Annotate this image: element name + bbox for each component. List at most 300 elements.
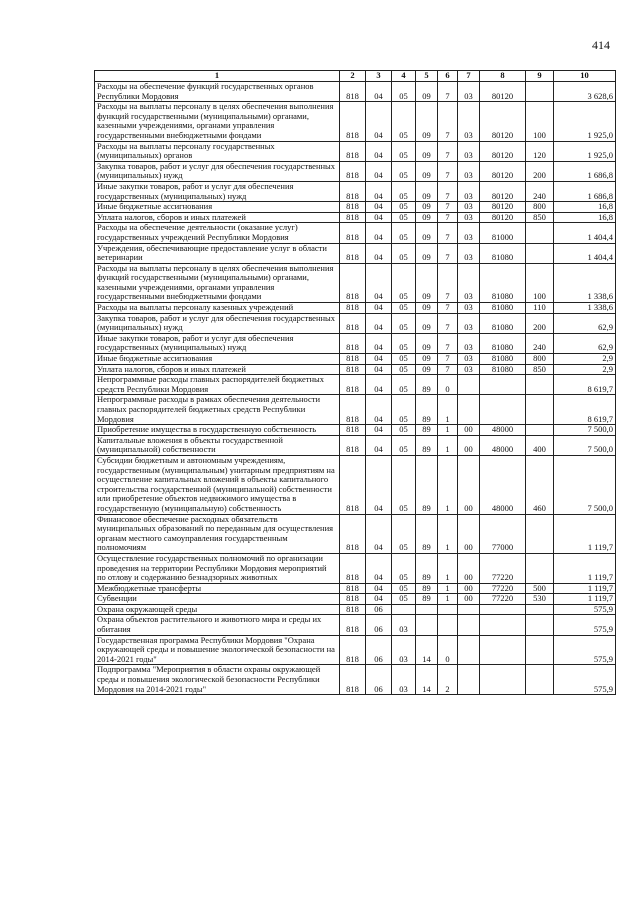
amount-cell: 3 628,6 — [554, 82, 616, 102]
code-cell: 89 — [416, 375, 438, 395]
row-name: Иные закупки товаров, работ и услуг для обеспечения государственных (муниципальных) нужд — [95, 181, 340, 201]
code-cell: 04 — [366, 243, 392, 263]
code-cell: 7 — [438, 333, 458, 353]
code-cell: 77000 — [480, 514, 526, 553]
amount-cell: 1 119,7 — [554, 514, 616, 553]
code-cell: 89 — [416, 435, 438, 455]
code-cell: 04 — [366, 161, 392, 181]
table-row — [95, 202, 616, 213]
code-cell: 03 — [458, 82, 480, 102]
code-cell: 03 — [458, 364, 480, 375]
code-cell: 05 — [392, 141, 416, 161]
table-row — [95, 364, 616, 375]
table-body — [95, 82, 616, 695]
code-cell: 818 — [340, 333, 366, 353]
amount-cell: 575,9 — [554, 604, 616, 615]
code-cell: 7 — [438, 141, 458, 161]
header-cell: 10 — [554, 71, 616, 82]
table-row — [95, 455, 616, 514]
amount-cell: 2,9 — [554, 354, 616, 365]
code-cell: 818 — [340, 435, 366, 455]
row-name: Уплата налогов, сборов и иных платежей — [95, 364, 340, 375]
code-cell — [392, 604, 416, 615]
code-cell: 7 — [438, 181, 458, 201]
code-cell — [526, 243, 554, 263]
code-cell — [526, 425, 554, 436]
code-cell: 80120 — [480, 102, 526, 141]
code-cell: 80120 — [480, 161, 526, 181]
code-cell: 7 — [438, 354, 458, 365]
code-cell: 09 — [416, 263, 438, 302]
header-cell: 4 — [392, 71, 416, 82]
code-cell: 818 — [340, 313, 366, 333]
code-cell: 05 — [392, 102, 416, 141]
row-name: Расходы на выплаты персоналу в целях обеспечения выполнения функций государственными (муниципальными) органами, казенными учреждениями, органами управления государственными внебюджетными фондами — [95, 263, 340, 302]
code-cell — [526, 553, 554, 583]
code-cell: 04 — [366, 263, 392, 302]
code-cell: 09 — [416, 333, 438, 353]
row-name: Расходы на выплаты персоналу в целях обеспечения выполнения функций государственными (муниципальными) органами, казенными учреждениями, органами управления государственными внебюджетными фондами — [95, 102, 340, 141]
code-cell: 48000 — [480, 435, 526, 455]
code-cell: 05 — [392, 313, 416, 333]
table-row — [95, 141, 616, 161]
code-cell: 05 — [392, 583, 416, 594]
code-cell — [458, 375, 480, 395]
code-cell: 05 — [392, 82, 416, 102]
code-cell: 77220 — [480, 553, 526, 583]
code-cell: 00 — [458, 553, 480, 583]
table-row — [95, 514, 616, 553]
code-cell — [526, 395, 554, 425]
code-cell: 7 — [438, 313, 458, 333]
code-cell: 1 — [438, 435, 458, 455]
code-cell: 240 — [526, 181, 554, 201]
code-cell — [480, 375, 526, 395]
page-number: 414 — [592, 38, 610, 52]
code-cell: 110 — [526, 303, 554, 314]
amount-cell: 1 925,0 — [554, 102, 616, 141]
code-cell — [526, 82, 554, 102]
code-cell: 818 — [340, 425, 366, 436]
code-cell: 81080 — [480, 354, 526, 365]
code-cell: 04 — [366, 223, 392, 243]
code-cell: 80120 — [480, 141, 526, 161]
table-row — [95, 665, 616, 695]
code-cell: 04 — [366, 333, 392, 353]
code-cell: 06 — [366, 635, 392, 665]
table-row — [95, 212, 616, 223]
code-cell: 2 — [438, 665, 458, 695]
code-cell: 100 — [526, 102, 554, 141]
row-name: Иные закупки товаров, работ и услуг для обеспечения государственных (муниципальных) нужд — [95, 333, 340, 353]
code-cell: 80120 — [480, 181, 526, 201]
code-cell: 48000 — [480, 455, 526, 514]
amount-cell: 1 404,4 — [554, 243, 616, 263]
table-row — [95, 161, 616, 181]
code-cell — [480, 395, 526, 425]
code-cell — [526, 635, 554, 665]
amount-cell: 1 404,4 — [554, 223, 616, 243]
table-row — [95, 594, 616, 605]
code-cell — [526, 604, 554, 615]
row-name: Финансовое обеспечение расходных обязательств муниципальных образований по переданным для осуществления органам местного самоуправления государственным полномочиям — [95, 514, 340, 553]
code-cell: 05 — [392, 435, 416, 455]
code-cell: 818 — [340, 181, 366, 201]
code-cell — [526, 223, 554, 243]
code-cell: 05 — [392, 181, 416, 201]
code-cell: 818 — [340, 102, 366, 141]
code-cell: 05 — [392, 354, 416, 365]
code-cell: 09 — [416, 223, 438, 243]
table-header-row — [95, 71, 616, 82]
code-cell: 05 — [392, 202, 416, 213]
code-cell: 03 — [458, 223, 480, 243]
code-cell: 81080 — [480, 263, 526, 302]
table-row — [95, 425, 616, 436]
code-cell: 200 — [526, 161, 554, 181]
code-cell — [480, 615, 526, 635]
code-cell: 1 — [438, 594, 458, 605]
row-name: Расходы на выплаты персоналу казенных учреждений — [95, 303, 340, 314]
code-cell — [526, 665, 554, 695]
code-cell: 00 — [458, 435, 480, 455]
code-cell: 14 — [416, 635, 438, 665]
code-cell: 05 — [392, 263, 416, 302]
code-cell: 1 — [438, 455, 458, 514]
code-cell: 818 — [340, 243, 366, 263]
code-cell — [416, 615, 438, 635]
code-cell: 1 — [438, 583, 458, 594]
code-cell — [438, 615, 458, 635]
code-cell: 05 — [392, 425, 416, 436]
code-cell: 05 — [392, 333, 416, 353]
row-name: Непрограммные расходы в рамках обеспечения деятельности главных распорядителей бюджетных средств Республики Мордовия — [95, 395, 340, 425]
code-cell — [526, 375, 554, 395]
table-row — [95, 263, 616, 302]
code-cell: 81000 — [480, 223, 526, 243]
code-cell: 09 — [416, 141, 438, 161]
amount-cell: 16,8 — [554, 212, 616, 223]
code-cell: 80120 — [480, 202, 526, 213]
code-cell: 09 — [416, 102, 438, 141]
code-cell: 818 — [340, 303, 366, 314]
table-row — [95, 375, 616, 395]
code-cell: 1 — [438, 514, 458, 553]
amount-cell: 1 338,6 — [554, 263, 616, 302]
code-cell — [526, 514, 554, 553]
code-cell: 81080 — [480, 243, 526, 263]
table-row — [95, 435, 616, 455]
code-cell: 03 — [458, 303, 480, 314]
code-cell: 04 — [366, 425, 392, 436]
code-cell — [480, 604, 526, 615]
code-cell: 05 — [392, 455, 416, 514]
amount-cell: 1 119,7 — [554, 553, 616, 583]
code-cell: 7 — [438, 82, 458, 102]
code-cell: 850 — [526, 212, 554, 223]
code-cell: 7 — [438, 212, 458, 223]
table-row — [95, 313, 616, 333]
code-cell: 09 — [416, 313, 438, 333]
code-cell: 1 — [438, 425, 458, 436]
amount-cell: 2,9 — [554, 364, 616, 375]
row-name: Осуществление государственных полномочий по организации проведения на территории Республики Мордовия мероприятий по отлову и содержанию безнадзорных животных — [95, 553, 340, 583]
code-cell: 818 — [340, 212, 366, 223]
amount-cell: 1 925,0 — [554, 141, 616, 161]
code-cell: 04 — [366, 354, 392, 365]
amount-cell: 1 119,7 — [554, 594, 616, 605]
header-cell: 6 — [438, 71, 458, 82]
code-cell: 05 — [392, 303, 416, 314]
table-row — [95, 635, 616, 665]
row-name: Иные бюджетные ассигнования — [95, 354, 340, 365]
header-cell: 7 — [458, 71, 480, 82]
table-row — [95, 181, 616, 201]
header-cell: 1 — [95, 71, 340, 82]
code-cell: 03 — [458, 141, 480, 161]
amount-cell: 62,9 — [554, 333, 616, 353]
header-cell: 3 — [366, 71, 392, 82]
code-cell: 03 — [458, 212, 480, 223]
code-cell — [458, 615, 480, 635]
row-name: Закупка товаров, работ и услуг для обеспечения государственных (муниципальных) нужд — [95, 313, 340, 333]
code-cell: 89 — [416, 514, 438, 553]
code-cell: 818 — [340, 82, 366, 102]
code-cell: 1 — [438, 553, 458, 583]
code-cell: 77220 — [480, 583, 526, 594]
row-name: Капитальные вложения в объекты государственной (муниципальной) собственности — [95, 435, 340, 455]
code-cell: 09 — [416, 364, 438, 375]
amount-cell: 16,8 — [554, 202, 616, 213]
code-cell: 03 — [458, 333, 480, 353]
code-cell: 100 — [526, 263, 554, 302]
code-cell: 818 — [340, 375, 366, 395]
code-cell: 818 — [340, 263, 366, 302]
row-name: Субвенции — [95, 594, 340, 605]
code-cell: 03 — [392, 665, 416, 695]
code-cell: 81080 — [480, 313, 526, 333]
code-cell: 03 — [458, 202, 480, 213]
amount-cell: 1 338,6 — [554, 303, 616, 314]
code-cell: 04 — [366, 375, 392, 395]
code-cell: 14 — [416, 665, 438, 695]
code-cell: 818 — [340, 354, 366, 365]
row-name: Охрана окружающей среды — [95, 604, 340, 615]
code-cell: 89 — [416, 425, 438, 436]
code-cell: 05 — [392, 364, 416, 375]
code-cell: 04 — [366, 82, 392, 102]
code-cell: 03 — [392, 615, 416, 635]
code-cell: 04 — [366, 181, 392, 201]
code-cell: 04 — [366, 212, 392, 223]
code-cell: 80120 — [480, 212, 526, 223]
code-cell: 1 — [438, 395, 458, 425]
row-name: Подпрограмма "Мероприятия в области охраны окружающей среды и повышения экологической безопасности Республики Мордовия на 2014-2021 годы" — [95, 665, 340, 695]
code-cell: 04 — [366, 202, 392, 213]
header-cell: 5 — [416, 71, 438, 82]
code-cell: 81080 — [480, 303, 526, 314]
row-name: Закупка товаров, работ и услуг для обеспечения государственных (муниципальных) нужд — [95, 161, 340, 181]
code-cell — [416, 604, 438, 615]
code-cell: 05 — [392, 243, 416, 263]
code-cell: 818 — [340, 223, 366, 243]
row-name: Расходы на выплаты персоналу государственных (муниципальных) органов — [95, 141, 340, 161]
row-name: Межбюджетные трансферты — [95, 583, 340, 594]
code-cell: 77220 — [480, 594, 526, 605]
code-cell: 400 — [526, 435, 554, 455]
code-cell: 240 — [526, 333, 554, 353]
code-cell: 530 — [526, 594, 554, 605]
row-name: Расходы на обеспечение деятельности (оказание услуг) государственных учреждений Республики Мордовия — [95, 223, 340, 243]
code-cell: 818 — [340, 583, 366, 594]
code-cell: 818 — [340, 161, 366, 181]
code-cell: 04 — [366, 435, 392, 455]
code-cell: 7 — [438, 263, 458, 302]
code-cell: 500 — [526, 583, 554, 594]
code-cell: 03 — [458, 313, 480, 333]
code-cell — [480, 635, 526, 665]
code-cell: 818 — [340, 364, 366, 375]
code-cell: 06 — [366, 615, 392, 635]
code-cell: 0 — [438, 635, 458, 665]
code-cell: 00 — [458, 425, 480, 436]
table-row — [95, 583, 616, 594]
row-name: Иные бюджетные ассигнования — [95, 202, 340, 213]
code-cell: 7 — [438, 243, 458, 263]
code-cell: 03 — [458, 102, 480, 141]
code-cell: 03 — [458, 161, 480, 181]
code-cell: 00 — [458, 594, 480, 605]
code-cell: 81080 — [480, 364, 526, 375]
amount-cell: 7 500,0 — [554, 425, 616, 436]
code-cell: 460 — [526, 455, 554, 514]
code-cell: 81080 — [480, 333, 526, 353]
table-row — [95, 553, 616, 583]
table-row — [95, 604, 616, 615]
code-cell: 818 — [340, 514, 366, 553]
code-cell: 7 — [438, 161, 458, 181]
amount-cell: 1 686,8 — [554, 181, 616, 201]
code-cell: 800 — [526, 354, 554, 365]
code-cell: 03 — [458, 243, 480, 263]
code-cell: 818 — [340, 395, 366, 425]
code-cell: 04 — [366, 553, 392, 583]
code-cell: 09 — [416, 181, 438, 201]
row-name: Уплата налогов, сборов и иных платежей — [95, 212, 340, 223]
code-cell: 05 — [392, 375, 416, 395]
amount-cell: 8 619,7 — [554, 375, 616, 395]
row-name: Государственная программа Республики Мордовия "Охрана окружающей среды и повышение экологической безопасности на 2014-2021 годы" — [95, 635, 340, 665]
code-cell: 818 — [340, 455, 366, 514]
code-cell: 09 — [416, 303, 438, 314]
table-row — [95, 333, 616, 353]
code-cell: 200 — [526, 313, 554, 333]
header-cell: 8 — [480, 71, 526, 82]
row-name: Непрограммные расходы главных распорядителей бюджетных средств Республики Мордовия — [95, 375, 340, 395]
code-cell: 89 — [416, 395, 438, 425]
code-cell: 818 — [340, 141, 366, 161]
code-cell: 818 — [340, 553, 366, 583]
code-cell: 89 — [416, 594, 438, 605]
code-cell — [458, 604, 480, 615]
code-cell: 04 — [366, 583, 392, 594]
table-row — [95, 395, 616, 425]
table-row — [95, 223, 616, 243]
code-cell: 0 — [438, 375, 458, 395]
code-cell: 48000 — [480, 425, 526, 436]
code-cell: 03 — [458, 181, 480, 201]
row-name: Учреждения, обеспечивающие предоставление услуг в области ветеринарии — [95, 243, 340, 263]
code-cell: 05 — [392, 553, 416, 583]
code-cell: 818 — [340, 665, 366, 695]
code-cell: 05 — [392, 212, 416, 223]
code-cell: 06 — [366, 665, 392, 695]
code-cell: 04 — [366, 313, 392, 333]
code-cell: 04 — [366, 514, 392, 553]
code-cell: 7 — [438, 303, 458, 314]
row-name: Расходы на обеспечение функций государственных органов Республики Мордовия — [95, 82, 340, 102]
header-cell: 9 — [526, 71, 554, 82]
code-cell: 7 — [438, 102, 458, 141]
code-cell: 09 — [416, 243, 438, 263]
code-cell: 7 — [438, 202, 458, 213]
table-row — [95, 102, 616, 141]
budget-table — [94, 70, 616, 695]
table-row — [95, 303, 616, 314]
code-cell: 89 — [416, 455, 438, 514]
code-cell: 06 — [366, 604, 392, 615]
code-cell: 05 — [392, 161, 416, 181]
amount-cell: 8 619,7 — [554, 395, 616, 425]
code-cell: 09 — [416, 354, 438, 365]
amount-cell: 575,9 — [554, 615, 616, 635]
code-cell: 120 — [526, 141, 554, 161]
code-cell: 7 — [438, 364, 458, 375]
code-cell: 09 — [416, 161, 438, 181]
code-cell: 04 — [366, 364, 392, 375]
code-cell: 818 — [340, 635, 366, 665]
code-cell: 04 — [366, 455, 392, 514]
code-cell: 03 — [458, 354, 480, 365]
code-cell: 09 — [416, 82, 438, 102]
table-row — [95, 243, 616, 263]
amount-cell: 7 500,0 — [554, 455, 616, 514]
code-cell: 00 — [458, 514, 480, 553]
code-cell: 03 — [458, 263, 480, 302]
code-cell — [458, 635, 480, 665]
code-cell: 09 — [416, 202, 438, 213]
code-cell — [458, 395, 480, 425]
code-cell: 7 — [438, 223, 458, 243]
table-row — [95, 82, 616, 102]
code-cell: 800 — [526, 202, 554, 213]
amount-cell: 7 500,0 — [554, 435, 616, 455]
code-cell — [438, 604, 458, 615]
code-cell — [526, 615, 554, 635]
code-cell: 818 — [340, 604, 366, 615]
amount-cell: 575,9 — [554, 635, 616, 665]
code-cell: 80120 — [480, 82, 526, 102]
code-cell: 05 — [392, 223, 416, 243]
code-cell: 850 — [526, 364, 554, 375]
code-cell: 09 — [416, 212, 438, 223]
table-row — [95, 354, 616, 365]
code-cell: 00 — [458, 455, 480, 514]
code-cell — [458, 665, 480, 695]
code-cell: 05 — [392, 514, 416, 553]
amount-cell: 1 686,8 — [554, 161, 616, 181]
code-cell: 04 — [366, 102, 392, 141]
